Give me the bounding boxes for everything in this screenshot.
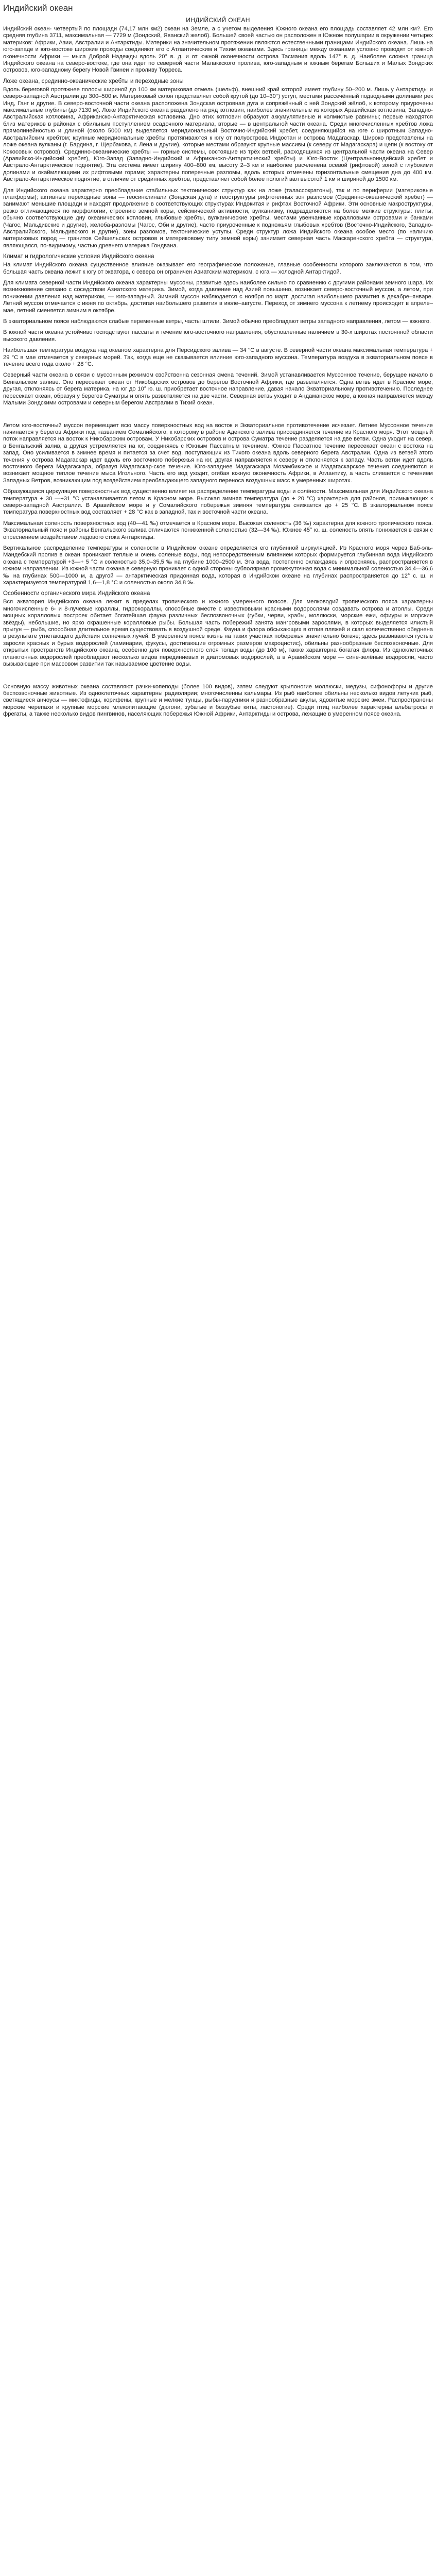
paragraph-spacer — [3, 672, 433, 684]
page-title: Индийский океан — [3, 3, 73, 13]
paragraph: Максимальная соленость поверхностных вод (40—41 ‰) отмечается в Красном море. Высокая соленость (36 ‰) характерна для южного тропического пояса. Экваториальный пояс и районы Бенгальского залива отличаются пониженной соленостью (32—34 ‰). Южнее 45° ю. ш. соленость опять понижается в связи с опреснением воздействием ледового стока Антарктиды. — [3, 520, 433, 540]
paragraph: В южной части океана устойчиво господствуют пассаты и течение юго-восточного направления, обусловленные наличием в 30-х широтах постоянной области высокого давления. — [3, 329, 433, 343]
paragraph: Основную массу животных океана составляют рачки-копеподы (более 100 видов), затем следуют крылоногие моллюски, медузы, сифонофоры и другие беспозвоночные животные. Из одноклеточных характерны радиолярии; многочисленны кальмары. Из рыб наиболее обильны несколько видов летучих рыб, светящиеся анчоусы — миктофиды, корифены, крупные и мелкие тунцы, рыбы-парусники и разнообразные акулы, ядовитые морские змеи. Распространены морские черепахи и крупные морские млекопитающие (дюгони, зубатые и беззубые киты, ластоногие). Среди птиц наиболее характерны альбатросы и фрегаты, а также несколько видов пингвинов, населяющих побережья Южной Африки, Антарктиды и острова, лежащие в умеренном поясе океана. — [3, 683, 433, 718]
page-content — [0, 0, 436, 727]
paragraph: Вертикальное распределение температуры и солености в Индийском океане определяется его глубинной циркуляцией. Из Красного моря через Баб-эль-Мандебский пролив в океан проникают теплые и очень соленые воды, под непосредственным влиянием которых формируется глубинная вода Индийского океана с температурой +3—+ 5 °С и соленостью 35,0–35,5 ‰ на глубине 1000–2500 м. Эта вода, постепенно охлаждаясь и опресняясь, распространяется в южном направлении. Из южной части океана в северную проникает с одной стороны субполярная промежуточная вода с минимальной соленостью 34,4—36,6 ‰ на глубинах 500—1000 м, а другой — антарктическая придонная вода, которая в Индийском океане на глубинах распространяется до 12° с. ш. и характеризуется температурой 1,6—1,8 °С и соленостью около 34,8 ‰. — [3, 545, 433, 586]
paragraph: Вся акватория Индийского океана лежит в пределах тропического и южного умеренного поясов. Для мелководий тропического пояса характерны многочисленные 6- и 8-лучевые кораллы, гидрокораллы, способные вместе с известковыми красными водорослями создавать острова и атоллы. Среди мощных коралловых построек обитает богатейшая фауна различных беспозвоночных (губки, черви, крабы, моллюски, морские ежи, офиуры и морские звёзды), небольшие, но ярко окрашенные коралловые рыбы. Большая часть побережий занята мангровыми зарослями, в которых выделяется илистый прыгун — рыба, способная длительное время существовать в воздушной среде. Фауна и флора обсыхающих в отлив пляжей и скал количественно обеднена в результате угнетающего действия солнечных лучей. В умеренном поясе жизнь на таких участках побережья значительно богаче; здесь развиваются густые заросли красных и бурых водорослей (ламинарии, фукусы, достигающие огромных размеров макроцистис), обильны разнообразные беспозвоночные. Для открытых пространств Индийского океана, особенно для поверхностного слоя толщи воды (до 100 м), также характерна богатая флора. Из одноклеточных планктонных водорослей преобладают несколько видов перединиевых и диатомовых водорослей, а в Аравийском море — сине-зелёные водоросли, часто вызывающие при массовом развитии так называемое цветение воды. — [3, 599, 433, 668]
section-heading: Климат и гидрологические условия Индийского океана — [3, 253, 154, 260]
article-body — [3, 26, 433, 718]
paragraph: Для Индийского океана характерно преобладание стабильных тектонических структур как на ложе (талассократоны), так и по периферии (материковые платформы); активные переходные зоны — геосинклинали (Зондская дуга) и геоструктуры рифтогенных зон разломов (Срединно-океанический хребет) — занимают меньшие площади и находят продолжение в соответствующих структурах Индокитая и рифтах Восточной Африки. Эти основные макроструктуры, резко отличающиеся по морфологии, строению земной коры, сейсмической активности, вулканизму, подразделяются на более мелкие структуры: плиты, обычно соответствующие дну океанических котловин, глыбовые хребты, вулканические хребты, местами увенчанные коралловыми островами и банками (Чагос, Мальдивские и другие), желоба-разломы (Чагос, Оби и другие), часто приуроченные к подножьям глыбовых хребтов (Восточно-Индийского, Западно-Австралийского, Мальдивского и другие), зоны разломов, тектонические уступы. Среди структур ложа Индийского океана особое место (по наличию материковых пород — гранитов Сейшельских островов и материковому типу земной коры) занимает северная часть Маскаренского хребта — структура, являющаяся, по-видимому, частью древнего материка Гондвана. — [3, 187, 433, 249]
article-heading: ИНДИЙСКИЙ ОКЕАН — [186, 16, 250, 24]
paragraph: Индийский океан- четвертый по площади (74,17 млн км2) океан на Земле, а с учетом выделения Южного океана его площадь составляет 42 млн км?. Его средняя глубина 3711, максимальная — 7729 м (Зондский, Яванский желоб). Большей своей частью он расположен в Южном полушарии в окружении четырех материков: Африки, Азии, Австралии и Антарктиды. Материки на значительном протяжении являются естественными границами Индийского океана. Лишь на юго-западе и юго-востоке широкие проходы соединяют его с Атлантическим и Тихим океанами. Здесь границы между океанами условно проводят от южной оконечности Африки — мыса Доброй Надежды вдоль 20° в. д. и от южной оконечности острова Тасмания вдоль 147° в. д. Наиболее сложна граница Индийского океана на северо-востоке, где она идет по северной части Малаккского пролива, юго-западным и южным берегам Больших и Малых Зондских островов, юго-западному берегу Новой Гвинеи и проливу Торреса. — [3, 26, 433, 74]
paragraph-spacer — [3, 411, 433, 422]
paragraph: Наибольшая температура воздуха над океаном характерна для Персидского залива — 34 °С в августе. В северной части океана максимальная температура + 29 °С в мае отмечается у северных морей. Так, когда еще не сказывается влияние юго-западного муссона. Температура воздуха в экваториальном поясе в течение всего года около + 28 °С. — [3, 347, 433, 368]
paragraph: Вдоль береговой протяжнее полосы шириной до 100 км материковая отмель (шельф), внешний край которой имеет глубину 50–200 м. Лишь у Антарктиды и северо-западной Австралии до 300–500 м. Материковый склон представляет собой крутой (до 10–30°) уступ, местами рассечённый подводными долинами рек Инд, Ганг и другие. В северо-восточной части океана расположена Зондская островная дуга и сопряжённый с ней Зондский жёлоб, к которому приурочены максимальные глубины (до 7130 м). Ложе Индийского океана разделено на ряд котловин, наиболее значительные из которых Аравийская котловина, Западно-Австралийская котловина, Африканско-Антарктическая котловина. Дно этих котловин образуют аккумулятивные и холмистые равнины; первые находятся близ материков в районах с обильным поступлением осадочного материала, вторые — в центральной части океана. Среди многочисленных хребтов ложа прямолинейностью и длиной (около 5000 км) выделяется меридиональный Восточно-Индийский хребет, соединяющийся на юге с широтным Западно-Австралийским хребтом; крупные меридиональные хребты протягиваются к югу от полуострова Индостан и острова Мадагаскар. Широко представлены на ложе океана вулканы (г. Бардина, г. Щербакова, г. Лена и другие), которые местами образуют крупные массивы (к северу от Мадагаскара) и цепи (к востоку от Кокосовых островов). Срединно-океанические хребты — горные системы, состоящие из трёх ветвей, расходящихся из центральной части океана на Север (Аравийско-Индийский хребет), Юго-Запад (Западно-Индийский и Африканско-Антарктический хребты) и Юго-Восток (Центральноиндийский хребет и Австрало-Антарктическое поднятие). Эта система имеет ширину 400–800 км, высоту 2–3 км и наиболее расчленена осевой (рифтовой) зоной с глубокими долинами и окаймляющими их рифтовыми горами; характерны поперечные разломы, вдоль которых отмечены горизонтальные смещения дна до 400 км. Австрало-Антарктическое поднятие, в отличие от срединных хребтов, представляет собой более пологий вал высотой 1 км и шириной до 1500 км. — [3, 86, 433, 183]
section-heading: Ложе океана, срединно-океанические хребты и переходные зоны — [3, 78, 184, 84]
paragraph: Летом юго-восточный муссон перемещает всю массу поверхностных вод на восток и Экваториальное противотечение исчезает. Летнее Муссонное течение начинается у берегов Африки под названием Сомалийского, к которому в районе Аденского залива присоединяется течение из Красного моря. Этот мощный поток направляется на восток к Никобарским островам. У Никобарских островов и острова Суматра течение разделяется на две ветви. Одна уходит на север, в Бенгальский залив, а другая устремляется на юг, соединяясь с Южным Пассатным течением. Южное Пассатное течение пересекает океан с востока на запад. Оно усиливается в зимнее время и питается за счет вод, поступающих из Тихого океана вдоль северного берега Австралии. Одна из ветвей этого течения у острова Мадагаскар идет вдоль его восточного побережья на юг, другая направляется к северу и отклоняется к западу. Часть ветви идет вдоль восточного берега Мадагаскара, образуя Мадагаскар-ское течение. Юго-западнее Мадагаскара Мозамбикское и Мадагаскарское течения соединяются и возникает мощное теплое течение мыса Игольного. Часть его вод уходит, огибая южную оконечность Африки, в Атлантику, а часть сливается с течением Западных Ветров, возникающим под воздействием преобладающего западного переноса воздушных масс в умеренных широтах. — [3, 422, 433, 484]
paragraph: Для климата северной части Индийского океана характерны муссоны, развитые здесь наиболее сильно по сравнению с другими районами земного шара. Их возникновение связано с соседством Азиатского материка. Зимой, когда давление над Азией повышено, возникает северо-восточный муссон, а летом, при понижении давления над материком, — юго-западный. Зимний муссон наблюдается с ноября по март, достигая наибольшего развития в декабре–январе. Летний муссон отмечается с июня по октябрь, достигая наибольшего развития в июле–августе. Переход от зимнего муссона к летнему происходит в апреле–мае, летний сменяется зимним в октябре. — [3, 280, 433, 314]
paragraph: В экваториальном поясе наблюдаются слабые переменные ветры, часты штили. Зимой обычно преобладают ветры западного направления, летом — южного. — [3, 318, 431, 325]
paragraph: Образующаяся циркуляция поверхностных вод существенно влияет на распределение температуры воды и солёности. Максимальная для Индийского океана температура + 30 —+31 °С устанавливается летом в Красном море. Высокая зимняя температура (до + 20 °С) характерна для районов, примыкающих к северо-западной Австралии. В Аравийском море и у Сомалийского побережья зимняя температура снижается до + 25 °С. В экваториальном поясе температура поверхностных вод составляет + 28 °С как в западной, так и восточной части океана. — [3, 488, 433, 516]
paragraph: На климат Индийского океана существенное влияние оказывает его географическое положение, главные особенности которого заключаются в том, что большая часть океана лежит к югу от экватора, с севера он ограничен Азиатским материком, с юга — холодной Антарктидой. — [3, 262, 433, 275]
section-heading: Особенности органического мира Индийского океана — [3, 590, 150, 597]
paragraph: Северный части океана в связи с муссонным режимом свойственна сезонная смена течений. Зимой устанавливается Муссонное течение, берущее начало в Бенгальском заливе. Оно пересекает океан от Никобарских островов до берегов Восточной Африки, где разветвляется. Одна ветвь идет в Красное море, другая, отклоняясь от берега материка, на юг до 10° ю. ш. приобретает восточное направление, давая начало Экваториальному противотечению. Последнее пересекает океан, образуя у берегов Суматры и опять разветвляется на две части. Северная ветвь уходит в Андаманское море, а южная направляется между Малыми Зондскими островами и северным берегом Австралии в Тихий океан. — [3, 372, 433, 406]
